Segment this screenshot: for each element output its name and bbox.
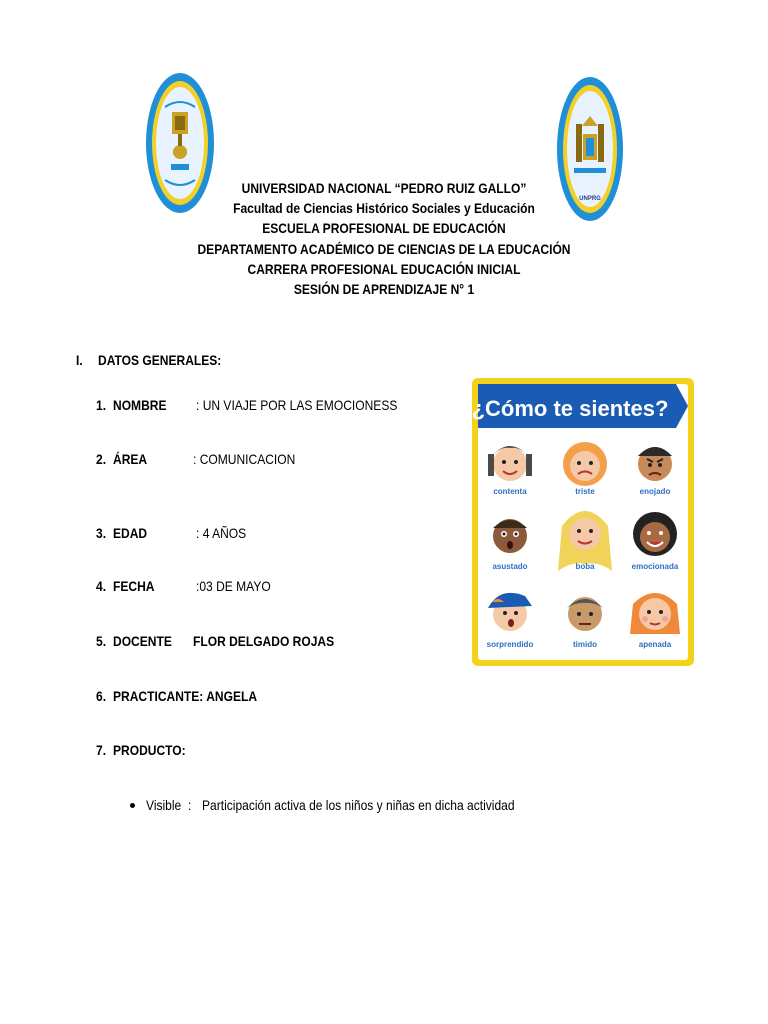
- item-label: ÁREA: [113, 451, 148, 467]
- document-header: [150, 178, 618, 299]
- item-value: FLOR DELGADO ROJAS: [193, 633, 335, 649]
- item-label: FECHA: [113, 578, 155, 594]
- face-label: timido: [573, 640, 597, 649]
- item-label: PRODUCTO:: [113, 742, 186, 758]
- face-label: emocionada: [631, 562, 679, 571]
- face-label: contenta: [493, 487, 527, 496]
- bullet-dot-icon: [130, 803, 135, 808]
- section-title: DATOS GENERALES:: [98, 352, 222, 368]
- face-asustado-icon: [493, 519, 527, 553]
- face-label: enojado: [639, 487, 671, 496]
- poster-title: ¿Cómo te sientes?: [471, 396, 669, 421]
- faculty-name: Facultad de Ciencias Histórico Sociales y Educación: [233, 200, 535, 217]
- item-number: 5.: [96, 633, 107, 649]
- career-name: CARRERA PROFESIONAL EDUCACIÓN INICIAL: [247, 260, 521, 277]
- item-label: NOMBRE: [113, 397, 167, 413]
- item-number: 1.: [96, 397, 107, 413]
- svg-text:UNPRG: UNPRG: [579, 196, 601, 202]
- face-triste-icon: [563, 442, 607, 486]
- item-value: :03 DE MAYO: [196, 578, 271, 594]
- bullet-key: Visible: [146, 797, 182, 813]
- bullet-value: Participación activa de los niños y niñas en dicha actividad: [202, 797, 515, 813]
- item-value: : UN VIAJE POR LAS EMOCIONESS: [196, 397, 398, 413]
- face-label: apenada: [638, 640, 672, 649]
- face-emocionada-icon: [633, 512, 677, 556]
- school-name: ESCUELA PROFESIONAL DE EDUCACIÓN: [262, 220, 506, 237]
- department-name: DEPARTAMENTO ACADÉMICO DE CIENCIAS DE LA EDUCACIÓN: [197, 240, 571, 257]
- item-number: 2.: [96, 451, 107, 467]
- item-number: 6.: [96, 688, 107, 704]
- item-number: 3.: [96, 525, 107, 541]
- item-label: PRACTICANTE: ANGELA: [113, 688, 258, 704]
- bullet-separator: :: [188, 797, 192, 813]
- item-label: EDAD: [113, 525, 148, 541]
- session-title: SESIÓN DE APRENDIZAJE N° 1: [293, 281, 475, 298]
- item-number: 7.: [96, 742, 107, 758]
- section-number: I.: [76, 352, 83, 368]
- item-label: DOCENTE: [113, 633, 172, 649]
- face-label: triste: [575, 487, 595, 496]
- item-value: : 4 AÑOS: [196, 525, 247, 541]
- university-name: UNIVERSIDAD NACIONAL “PEDRO RUIZ GALLO”: [241, 180, 527, 196]
- emotions-poster: [470, 376, 696, 668]
- face-label: asustado: [492, 562, 528, 571]
- face-label: sorprendido: [486, 640, 534, 649]
- item-number: 4.: [96, 578, 107, 594]
- item-value: : COMUNICACION: [193, 451, 296, 467]
- face-enojado-icon: [638, 447, 672, 481]
- face-label: boba: [575, 562, 595, 571]
